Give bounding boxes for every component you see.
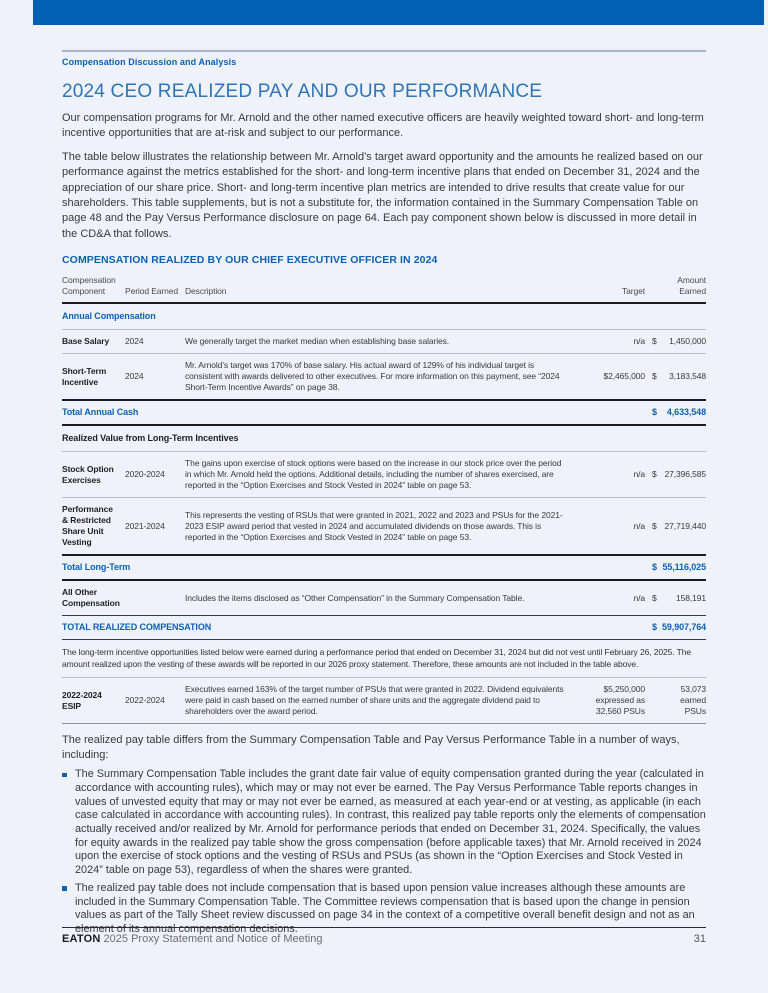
amount-cell: 27,719,440 <box>664 520 706 531</box>
target-cell: n/a <box>633 520 645 531</box>
table-row-total-long-term <box>62 555 706 580</box>
component-cell: Stock Option Exercises <box>62 463 114 485</box>
dollar-sign: $ <box>652 469 657 480</box>
period-cell: 2022-2024 <box>125 695 165 706</box>
col-compensation-component: Compensation Component <box>62 275 116 297</box>
component-cell: Performance & Restricted Share Unit Vesting <box>62 504 113 548</box>
section-eyebrow: Compensation Discussion and Analysis <box>62 57 237 67</box>
target-line-2: expressed as <box>595 695 645 706</box>
amount-cell: 1,450,000 <box>669 336 706 347</box>
description-cell: Executives earned 163% of the target number of PSUs that were granted in 2022. Dividend equivalents were paid in cash based on the earned number of share units and the aggregate dividend paid to shareholders over the award period. <box>185 684 564 717</box>
target-cell <box>575 678 645 724</box>
amount-cell: 158,191 <box>675 592 706 603</box>
realized-pay-table <box>62 272 706 724</box>
period-cell: 2020-2024 <box>125 469 165 480</box>
dollar-sign: $ <box>652 371 657 382</box>
amount-cell: 3,183,548 <box>669 371 706 382</box>
target-cell: $2,465,000 <box>603 371 645 382</box>
description-cell: Mr. Arnold’s target was 170% of base salary. His actual award of 129% of his individual target is consistent with awards delivered to other executives. For more information on this payment, see “2024 Short-Term Incentive Awards” on page 38. <box>185 360 560 393</box>
description-cell: We generally target the market median when establishing base salaries. <box>185 336 450 347</box>
section-annual-compensation <box>62 303 706 330</box>
header-rule <box>62 50 706 52</box>
bullet-text: The realized pay table does not include compensation that is based upon pension value increases although these amounts are included in the Summary Compensation Table. The Committee reviews compensation that is based upon the change in pension values as part of the Tally Sheet review discussed on page 34 in the context of a competitive overall benefit design and not as an element of its annual compensation decisions. <box>75 881 695 935</box>
total-label: Total Annual Cash <box>62 407 139 418</box>
table-row-all-other-compensation <box>62 580 706 616</box>
period-cell: 2024 <box>125 371 144 382</box>
table-footnote: The long-term incentive opportunities listed below were earned during a performance period that ended on December 31, 2024 but did not vest until February 26, 2025. The amount realized upon the vesting of these awards will be reported in our 2026 proxy statement. Therefore, these amounts are not included in the table above. <box>62 647 691 669</box>
dollar-sign: $ <box>652 562 657 573</box>
component-cell: 2022-2024 ESIP <box>62 689 102 711</box>
dollar-sign: $ <box>652 407 657 418</box>
brand-logo: EATON <box>62 933 101 945</box>
col-spacer <box>645 272 662 303</box>
table-heading: COMPENSATION REALIZED BY OUR CHIEF EXECUTIVE OFFICER IN 2024 <box>62 254 438 267</box>
table-row-short-term-incentive <box>62 354 706 401</box>
amount-cell: 59,907,764 <box>662 622 707 633</box>
table-row-total-realized-compensation <box>62 616 706 640</box>
col-description: Description <box>185 286 227 297</box>
amount-cell <box>645 678 706 724</box>
dollar-sign: $ <box>652 592 657 603</box>
dollar-sign: $ <box>652 336 657 347</box>
footer-text <box>62 933 322 945</box>
table-row-2022-2024-esip <box>62 678 706 724</box>
target-line-3: 32,560 PSUs <box>596 706 645 717</box>
component-cell: All Other Compensation <box>62 587 120 609</box>
page-footer <box>62 927 706 945</box>
differences-lead-paragraph: The realized pay table differs from the Summary Compensation Table and Pay Versus Performance Table in a number of ways, including: <box>62 734 680 762</box>
bullet-item-1 <box>62 768 706 878</box>
table-footnote-row <box>62 640 706 678</box>
period-cell: 2024 <box>125 336 144 347</box>
page-title: 2024 CEO REALIZED PAY AND OUR PERFORMANCE <box>62 81 543 102</box>
description-cell: The gains upon exercise of stock options were based on the increase in our stock price over the period in which Mr. Arnold held the options. Additional details, including the number of shares exercised, are reported in the “Option Exercises and Stock Vested in 2024” table on page 53. <box>185 458 562 491</box>
footer-tagline: 2025 Proxy Statement and Notice of Meeting <box>100 933 323 945</box>
amount-cell: 27,396,585 <box>664 469 706 480</box>
bullet-text: The Summary Compensation Table includes the grant date fair value of equity compensation granted during the year (calculated in accordance with accounting rules), which may or may not ever be earned. The Pay Versus Performance Table reports changes in values of unvested equity that may or may not ever be earned, as measured at each year-end or at vesting, as applicable (in each case calculated in accordance with accounting rules). In contrast, this realized pay table reports only the elements of compensation actually received and/or realized by Mr. Arnold for performance periods that ended on December 31, 2024. Specifically, the values for equity awards in the realized pay table show the gross compensation (before applicable taxes) that Mr. Arnold received in 2024 upon the exercise of stock options and the vesting of RSUs and PSUs (as shown in the “Option Exercises and Stock Vested in 2024” table on page 53), regardless of when the shares were granted. <box>75 768 706 877</box>
period-cell <box>125 580 185 616</box>
total-label: TOTAL REALIZED COMPENSATION <box>62 622 212 633</box>
target-cell: n/a <box>633 592 645 603</box>
target-cell: n/a <box>633 469 645 480</box>
total-label: Total Long-Term <box>62 562 131 573</box>
section-label: Annual Compensation <box>62 311 156 322</box>
col-amount-earned: Amount Earned <box>677 275 706 297</box>
col-target: Target <box>621 286 645 297</box>
amount-cell: 4,633,548 <box>666 407 706 418</box>
intro-paragraph-2: The table below illustrates the relationship between Mr. Arnold’s target award opportunity and the amounts he realized based on our performance against the metrics established for the short- and long-term incentive plans that ended on December 31, 2024 and the appreciation of our share price. Short- and long-term incentive plan metrics are intended to drive results that create value for our shareholders. This table supplements, but is not a substitute for, the information contained in the Summary Compensation Table on page 48 and the Pay Versus Performance disclosure on page 64. Each pay component shown below is discussed in more detail in the CD&A that follows. <box>62 150 703 240</box>
target-cell: n/a <box>633 336 645 347</box>
amount-cell: 55,116,025 <box>662 562 706 573</box>
dollar-sign: $ <box>652 520 657 531</box>
component-cell: Base Salary <box>62 336 110 347</box>
description-cell: Includes the items disclosed as “Other Compensation” in the Summary Compensation Table. <box>185 592 525 603</box>
table-row-total-annual-cash <box>62 400 706 425</box>
table-row-psu-rsu-vesting <box>62 498 706 556</box>
differences-bullet-list <box>62 768 706 936</box>
table-row-base-salary <box>62 330 706 354</box>
table-header-row <box>62 272 706 303</box>
description-cell: This represents the vesting of RSUs that were granted in 2021, 2022 and 2023 and PSUs for the 2021-2023 ESIP award period that vested in 2024 and accumulated dividends on those awards. This is reported in the “Option Exercises and Stock Vested in 2024” table on page 53. <box>185 509 563 542</box>
dollar-sign: $ <box>652 622 657 633</box>
section-long-term-incentives <box>62 425 706 452</box>
amount-line-2: earned <box>680 695 706 706</box>
col-period-earned: Period Earned <box>125 286 179 297</box>
bullet-square-icon <box>62 773 67 778</box>
table-row-stock-option-exercises <box>62 452 706 498</box>
component-cell: Short-Term Incentive <box>62 365 107 387</box>
bullet-square-icon <box>62 886 67 891</box>
target-line-1: $5,250,000 <box>603 684 645 695</box>
intro-paragraph-1: Our compensation programs for Mr. Arnold and the other named executive officers are heavily weighted toward short- and long-term incentive opportunities that are at-risk and subject to our performance. <box>62 112 704 140</box>
amount-line-1: 53,073 <box>680 684 706 695</box>
amount-line-3: PSUs <box>684 706 706 717</box>
period-cell: 2021-2024 <box>125 520 165 531</box>
page-number: 31 <box>693 933 706 945</box>
section-label: Realized Value from Long-Term Incentives <box>62 433 239 444</box>
